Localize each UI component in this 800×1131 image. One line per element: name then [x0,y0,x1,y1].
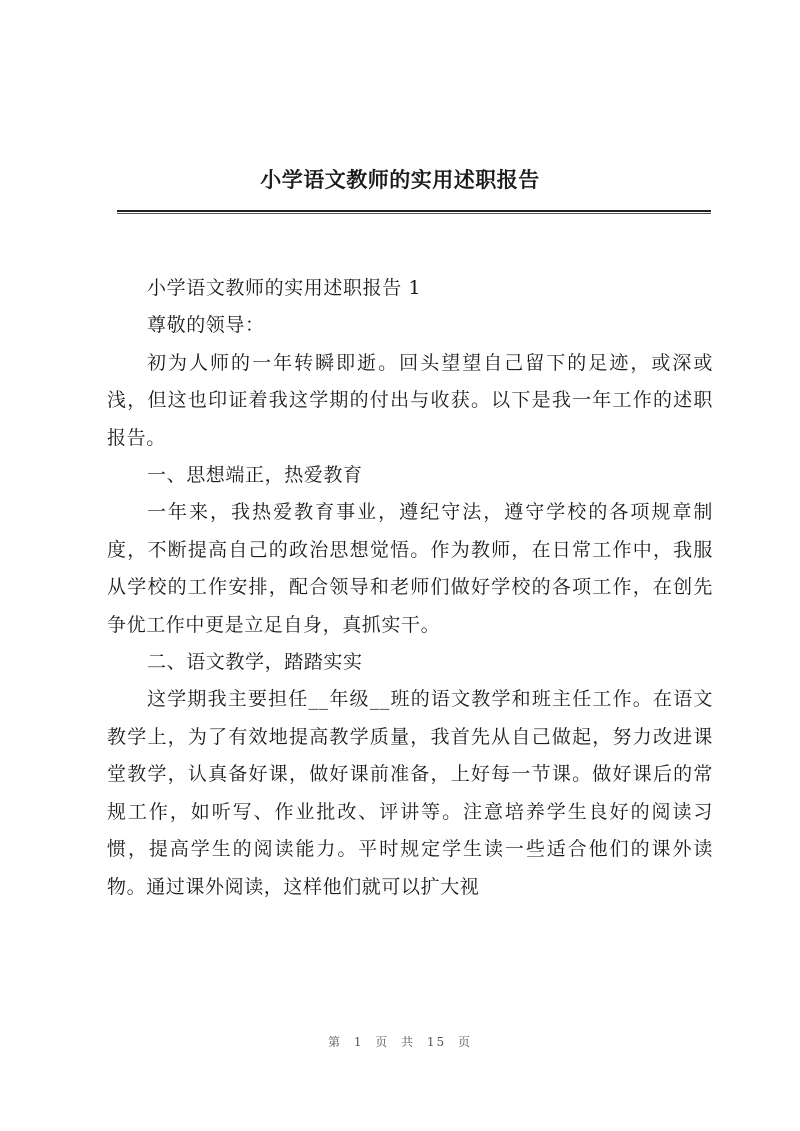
section-heading-2: 二、语文教学，踏踏实实 [147,651,363,674]
document-body [107,270,713,906]
intro-paragraph: 初为人师的一年转瞬即逝。回头望望自己留下的足迹，或深或浅，但这也印证着我这学期的付出与收获。以下是我一年工作的述职报告。 [107,351,713,449]
section-heading-1: 一、思想端正，热爱教育 [147,464,363,487]
body-paragraph: 这学期我主要担任__年级__班的语文教学和班主任工作。在语文教学上，为了有效地提高教学质量，我首先从自己做起，努力改进课堂教学，认真备好课，做好课前准备，上好每一节课。做好课后的常规工作，如听写、作业批改、评讲等。注意培养学生良好的阅读习惯，提高学生的阅读能力。平时规定学生读一些适合他们的课外读物。通过课外阅读，这样他们就可以扩大视 [107,688,713,898]
title-divider [117,210,711,214]
document-title: 小学语文教师的实用述职报告 [260,167,540,192]
body-paragraph: 一年来，我热爱教育事业，遵纪守法，遵守学校的各项规章制度，不断提高自己的政治思想觉悟。作为教师，在日常工作中，我服从学校的工作安排，配合领导和老师们做好学校的各项工作，在创先争优工作中更是立足自身，真抓实干。 [107,501,713,636]
page-number: 第 1 页 共 15 页 [328,1035,472,1049]
section-heading: 小学语文教师的实用述职报告 1 [147,277,422,299]
salutation: 尊敬的领导： [147,314,265,337]
